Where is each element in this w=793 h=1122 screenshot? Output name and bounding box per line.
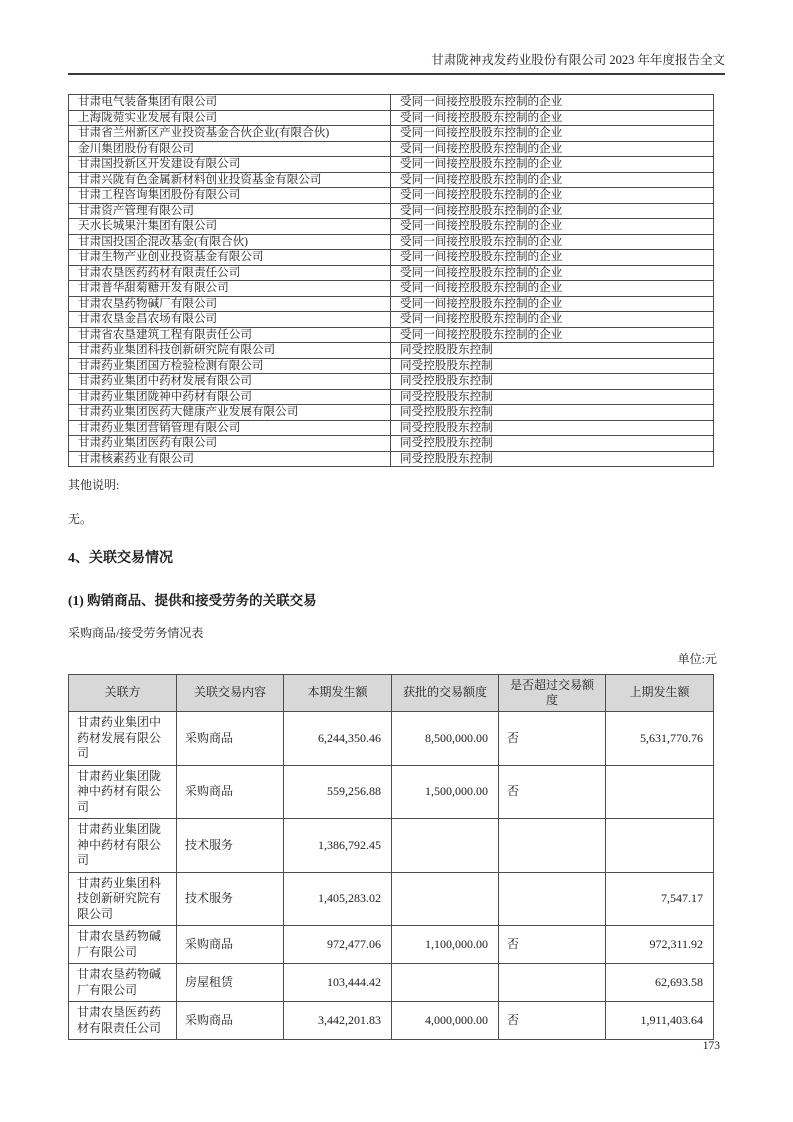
section-heading: 4、关联交易情况 xyxy=(68,551,173,566)
party-name-cell: 甘肃农垦医药药材有限责任公司 xyxy=(69,265,391,281)
party-name-cell: 甘肃药业集团中药材发展有限公司 xyxy=(69,374,391,390)
table-row xyxy=(69,374,714,390)
column-header-current-amount: 本期发生额 xyxy=(284,675,392,712)
prior-amount-cell xyxy=(606,819,714,873)
table-caption: 采购商品/接受劳务情况表 xyxy=(68,626,204,640)
content-cell: 采购商品 xyxy=(177,765,284,819)
party-name-cell: 甘肃兴陇有色金属新材料创业投资基金有限公司 xyxy=(69,172,391,188)
party-cell: 甘肃药业集团中药材发展有限公司 xyxy=(69,712,177,766)
party-name-cell: 甘肃药业集团医药大健康产业发展有限公司 xyxy=(69,405,391,421)
table-header-row xyxy=(69,675,714,712)
table-row xyxy=(69,451,714,467)
relation-cell: 同受控股股东控制 xyxy=(391,389,714,405)
table-row xyxy=(69,389,714,405)
party-name-cell: 甘肃农垦金昌农场有限公司 xyxy=(69,312,391,328)
prior-amount-cell: 5,631,770.76 xyxy=(606,712,714,766)
party-cell: 甘肃农垦药物碱厂有限公司 xyxy=(69,964,177,1002)
table-row xyxy=(69,203,714,219)
table-row xyxy=(69,405,714,421)
party-cell: 甘肃农垦药物碱厂有限公司 xyxy=(69,926,177,964)
table-row xyxy=(69,296,714,312)
table-row xyxy=(69,281,714,297)
party-name-cell: 上海陇菀实业发展有限公司 xyxy=(69,110,391,126)
approved-limit-cell: 1,500,000.00 xyxy=(392,765,499,819)
content-cell: 技术服务 xyxy=(177,872,284,926)
relation-cell: 受同一间接控股股东控制的企业 xyxy=(391,234,714,250)
table-row xyxy=(69,926,714,964)
current-amount-cell: 972,477.06 xyxy=(284,926,392,964)
party-name-cell: 甘肃工程咨询集团股份有限公司 xyxy=(69,188,391,204)
content-cell: 采购商品 xyxy=(177,926,284,964)
table-row xyxy=(69,250,714,266)
table-row xyxy=(69,358,714,374)
relation-cell: 受同一间接控股股东控制的企业 xyxy=(391,157,714,173)
other-notes-value: 无。 xyxy=(68,512,93,526)
column-header-party: 关联方 xyxy=(69,675,177,712)
column-header-content: 关联交易内容 xyxy=(177,675,284,712)
exceeds-limit-cell: 否 xyxy=(499,712,606,766)
table-row xyxy=(69,872,714,926)
approved-limit-cell: 1,100,000.00 xyxy=(392,926,499,964)
approved-limit-cell xyxy=(392,964,499,1002)
approved-limit-cell: 4,000,000.00 xyxy=(392,1002,499,1040)
table-row xyxy=(69,1002,714,1040)
content-cell: 技术服务 xyxy=(177,819,284,873)
relation-cell: 受同一间接控股股东控制的企业 xyxy=(391,188,714,204)
table-row xyxy=(69,343,714,359)
exceeds-limit-cell: 否 xyxy=(499,1002,606,1040)
exceeds-limit-cell xyxy=(499,964,606,1002)
table-row xyxy=(69,141,714,157)
current-amount-cell: 559,256.88 xyxy=(284,765,392,819)
relation-cell: 受同一间接控股股东控制的企业 xyxy=(391,126,714,142)
party-name-cell: 甘肃电气装备集团有限公司 xyxy=(69,95,391,111)
relation-cell: 受同一间接控股股东控制的企业 xyxy=(391,265,714,281)
column-header-approved-limit: 获批的交易额度 xyxy=(392,675,499,712)
table-row xyxy=(69,420,714,436)
prior-amount-cell: 62,693.58 xyxy=(606,964,714,1002)
party-name-cell: 甘肃核素药业有限公司 xyxy=(69,451,391,467)
relation-cell: 同受控股股东控制 xyxy=(391,420,714,436)
relation-cell: 同受控股股东控制 xyxy=(391,374,714,390)
approved-limit-cell: 8,500,000.00 xyxy=(392,712,499,766)
table-row xyxy=(69,157,714,173)
party-name-cell: 甘肃资产管理有限公司 xyxy=(69,203,391,219)
section-subheading: (1) 购销商品、提供和接受劳务的关联交易 xyxy=(68,593,317,608)
document-title: 甘肃陇神戎发药业股份有限公司 2023 年年度报告全文 xyxy=(431,53,725,67)
table-row xyxy=(69,188,714,204)
table-row xyxy=(69,964,714,1002)
page-content xyxy=(68,0,725,1040)
party-name-cell: 天水长城果汁集团有限公司 xyxy=(69,219,391,235)
content-cell: 采购商品 xyxy=(177,1002,284,1040)
relation-cell: 同受控股股东控制 xyxy=(391,436,714,452)
relation-cell: 受同一间接控股股东控制的企业 xyxy=(391,110,714,126)
relation-cell: 受同一间接控股股东控制的企业 xyxy=(391,312,714,328)
table-row xyxy=(69,765,714,819)
party-name-cell: 甘肃药业集团医药有限公司 xyxy=(69,436,391,452)
exceeds-limit-cell xyxy=(499,819,606,873)
table-row xyxy=(69,819,714,873)
table-row xyxy=(69,436,714,452)
unit-label: 单位:元 xyxy=(677,652,717,666)
party-name-cell: 甘肃药业集团陇神中药材有限公司 xyxy=(69,389,391,405)
column-header-prior-amount: 上期发生额 xyxy=(606,675,714,712)
relation-cell: 受同一间接控股股东控制的企业 xyxy=(391,95,714,111)
party-cell: 甘肃药业集团科技创新研究院有限公司 xyxy=(69,872,177,926)
transactions-table xyxy=(68,674,714,1040)
party-name-cell: 甘肃省农垦建筑工程有限责任公司 xyxy=(69,327,391,343)
table-row xyxy=(69,172,714,188)
page-number: 173 xyxy=(702,1040,720,1052)
party-name-cell: 金川集团股份有限公司 xyxy=(69,141,391,157)
relation-cell: 受同一间接控股股东控制的企业 xyxy=(391,219,714,235)
table-row xyxy=(69,110,714,126)
prior-amount-cell: 1,911,403.64 xyxy=(606,1002,714,1040)
content-cell: 采购商品 xyxy=(177,712,284,766)
party-name-cell: 甘肃国投国企混改基金(有限合伙) xyxy=(69,234,391,250)
current-amount-cell: 1,405,283.02 xyxy=(284,872,392,926)
table-row xyxy=(69,219,714,235)
relation-cell: 同受控股股东控制 xyxy=(391,405,714,421)
table-row xyxy=(69,95,714,111)
party-name-cell: 甘肃药业集团科技创新研究院有限公司 xyxy=(69,343,391,359)
exceeds-limit-cell: 否 xyxy=(499,926,606,964)
table-row xyxy=(69,126,714,142)
relation-cell: 同受控股股东控制 xyxy=(391,451,714,467)
table-row xyxy=(69,265,714,281)
approved-limit-cell xyxy=(392,819,499,873)
exceeds-limit-cell: 否 xyxy=(499,765,606,819)
current-amount-cell: 3,442,201.83 xyxy=(284,1002,392,1040)
relation-cell: 受同一间接控股股东控制的企业 xyxy=(391,327,714,343)
relation-cell: 受同一间接控股股东控制的企业 xyxy=(391,172,714,188)
party-name-cell: 甘肃药业集团国方检验检测有限公司 xyxy=(69,358,391,374)
relation-cell: 受同一间接控股股东控制的企业 xyxy=(391,250,714,266)
current-amount-cell: 103,444.42 xyxy=(284,964,392,1002)
content-cell: 房屋租赁 xyxy=(177,964,284,1002)
party-name-cell: 甘肃国投新区开发建设有限公司 xyxy=(69,157,391,173)
party-cell: 甘肃农垦医药药材有限责任公司 xyxy=(69,1002,177,1040)
exceeds-limit-cell xyxy=(499,872,606,926)
table-row xyxy=(69,312,714,328)
approved-limit-cell xyxy=(392,872,499,926)
relation-cell: 受同一间接控股股东控制的企业 xyxy=(391,281,714,297)
party-name-cell: 甘肃省兰州新区产业投资基金合伙企业(有限合伙) xyxy=(69,126,391,142)
party-cell: 甘肃药业集团陇神中药材有限公司 xyxy=(69,765,177,819)
party-name-cell: 甘肃生物产业创业投资基金有限公司 xyxy=(69,250,391,266)
related-parties-table xyxy=(68,94,714,467)
column-header-exceeds-limit: 是否超过交易额度 xyxy=(499,675,606,712)
relation-cell: 受同一间接控股股东控制的企业 xyxy=(391,203,714,219)
relation-cell: 受同一间接控股股东控制的企业 xyxy=(391,141,714,157)
document-header xyxy=(68,0,725,75)
party-cell: 甘肃药业集团陇神中药材有限公司 xyxy=(69,819,177,873)
party-name-cell: 甘肃农垦药物碱厂有限公司 xyxy=(69,296,391,312)
relation-cell: 同受控股股东控制 xyxy=(391,343,714,359)
prior-amount-cell: 7,547.17 xyxy=(606,872,714,926)
other-notes-label: 其他说明: xyxy=(68,478,120,492)
prior-amount-cell: 972,311.92 xyxy=(606,926,714,964)
relation-cell: 受同一间接控股股东控制的企业 xyxy=(391,296,714,312)
prior-amount-cell xyxy=(606,765,714,819)
table-row xyxy=(69,327,714,343)
party-name-cell: 甘肃普华甜菊糖开发有限公司 xyxy=(69,281,391,297)
relation-cell: 同受控股股东控制 xyxy=(391,358,714,374)
current-amount-cell: 6,244,350.46 xyxy=(284,712,392,766)
table-row xyxy=(69,712,714,766)
current-amount-cell: 1,386,792.45 xyxy=(284,819,392,873)
table-row xyxy=(69,234,714,250)
party-name-cell: 甘肃药业集团营销管理有限公司 xyxy=(69,420,391,436)
